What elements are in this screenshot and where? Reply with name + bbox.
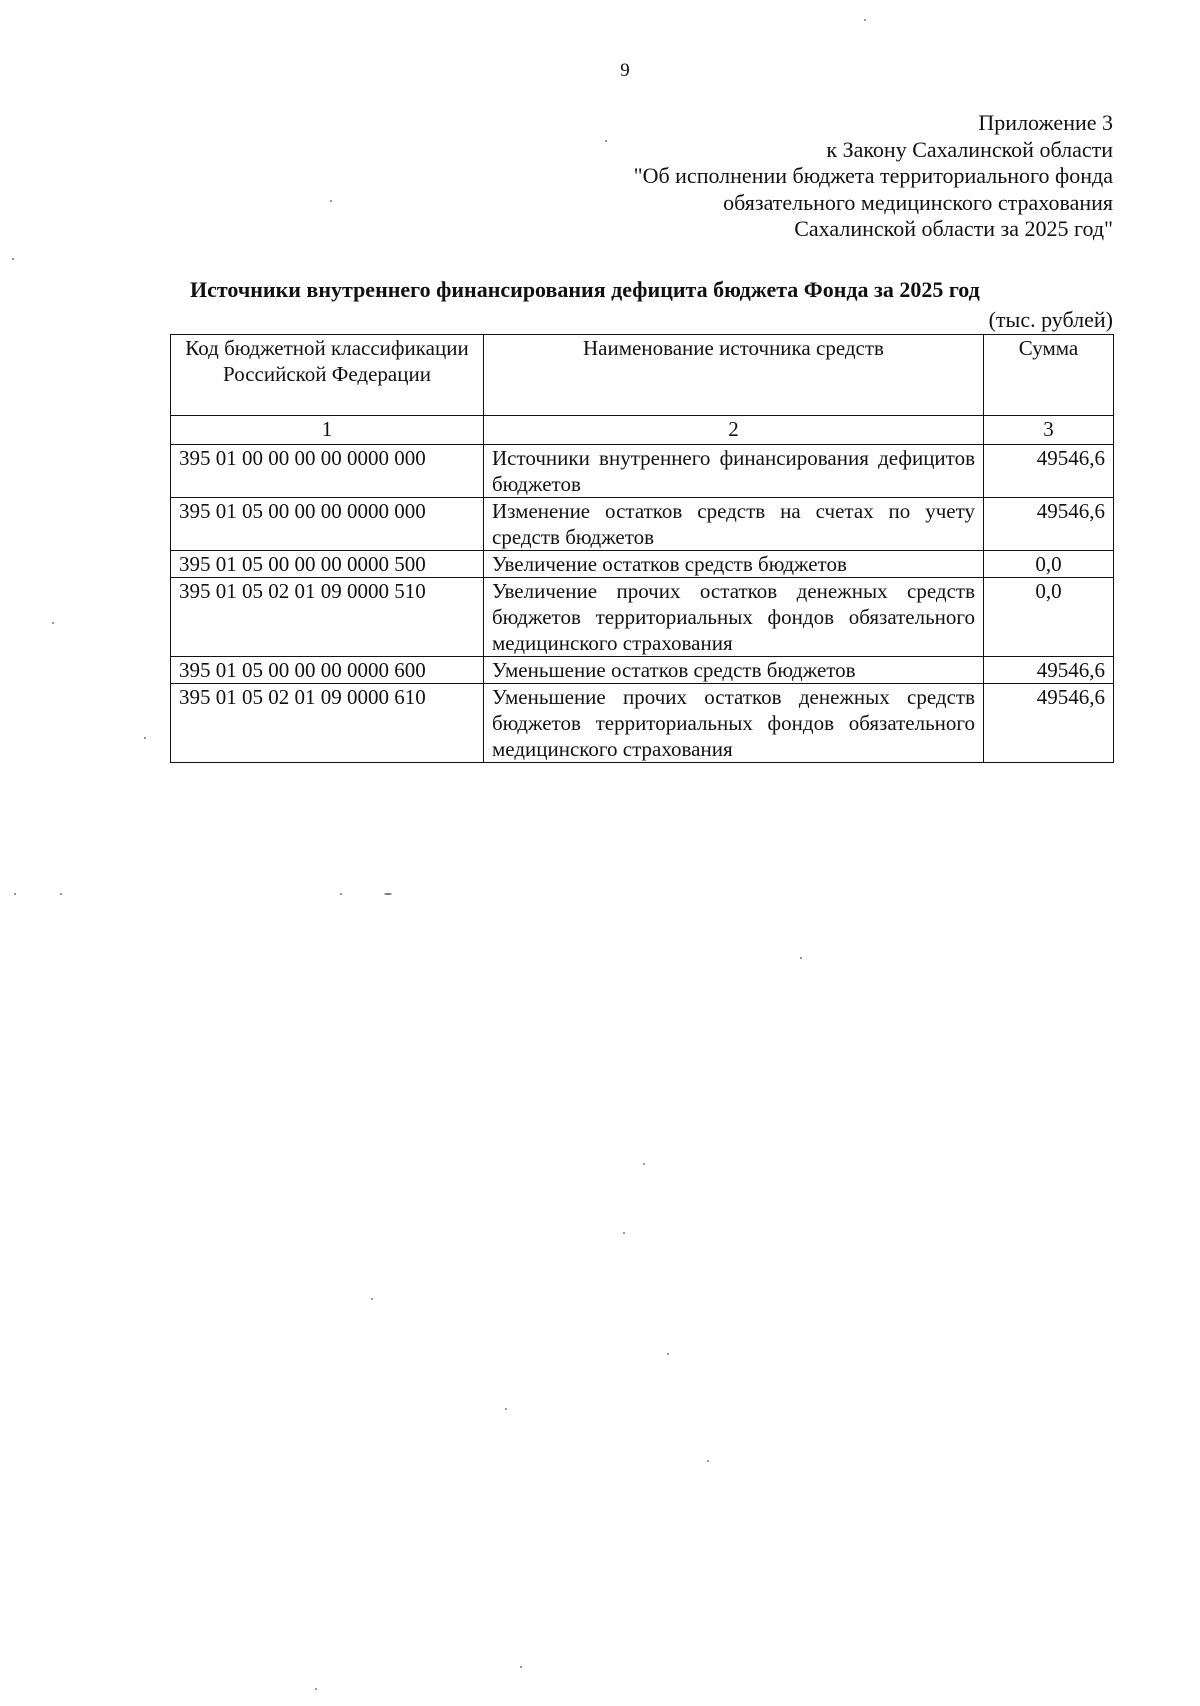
header-name: Наименование источника средств [484,335,984,416]
row-name: Источники внутреннего финансирования дефицитов бюджетов [484,445,984,498]
speck [667,1353,669,1355]
speck [52,622,54,624]
row-sum: 49546,6 [984,498,1114,551]
speck [643,1163,645,1165]
row-name: Изменение остатков средств на счетах по учету средств бюджетов [484,498,984,551]
row-code: 395 01 05 00 00 00 0000 500 [171,551,484,578]
table-row [171,445,1114,498]
table-row [171,684,1114,763]
header-sum: Сумма [984,335,1114,416]
units-label: (тыс. рублей) [988,307,1113,332]
row-code: 395 01 05 02 01 09 0000 510 [171,578,484,657]
speck [14,893,16,895]
table-row [171,498,1114,551]
row-sum: 49546,6 [984,445,1114,498]
speck [520,1666,522,1668]
speck [800,957,802,959]
document-title: Источники внутреннего финансирования дефицита бюджета Фонда за 2025 год [190,277,980,302]
appendix-header [413,110,1113,243]
table-row [171,657,1114,684]
speck [864,19,866,21]
speck [315,1688,317,1690]
appendix-line: "Об исполнении бюджета территориального фонда [633,163,1113,188]
row-sum: 0,0 [984,551,1114,578]
speck [144,737,146,739]
row-code: 395 01 05 00 00 00 0000 600 [171,657,484,684]
speck [605,140,607,142]
speck [12,258,14,260]
table-row [171,551,1114,578]
row-code: 395 01 05 00 00 00 0000 000 [171,498,484,551]
speck [330,200,332,202]
financing-sources-table [170,334,1114,763]
row-name: Увеличение прочих остатков денежных средств бюджетов территориальных фондов обязательного медицинского страхования [484,578,984,657]
speck [60,893,62,895]
appendix-line: Приложение 3 [978,110,1113,135]
speck [623,1232,625,1234]
row-sum: 49546,6 [984,684,1114,763]
row-code: 395 01 05 02 01 09 0000 610 [171,684,484,763]
table-row [171,578,1114,657]
speck [340,893,342,895]
header-code: Код бюджетной классификации Российской Федерации [171,335,484,416]
row-sum: 0,0 [984,578,1114,657]
column-number: 1 [171,416,484,445]
row-name: Увеличение остатков средств бюджетов [484,551,984,578]
column-number: 3 [984,416,1114,445]
table-header-row [171,335,1114,416]
row-sum: 49546,6 [984,657,1114,684]
column-number-row [171,416,1114,445]
appendix-line: обязательного медицинского страхования [723,189,1113,215]
speck [707,1460,709,1462]
column-number: 2 [484,416,984,445]
page-number: 9 [620,60,630,81]
speck [371,1298,373,1300]
speck [505,1408,507,1410]
row-name: Уменьшение остатков средств бюджетов [484,657,984,684]
speck [384,893,392,895]
row-code: 395 01 00 00 00 00 0000 000 [171,445,484,498]
appendix-line: к Закону Сахалинской области [826,136,1113,162]
appendix-line: Сахалинской области за 2025 год" [794,216,1113,241]
row-name: Уменьшение прочих остатков денежных средств бюджетов территориальных фондов обязательного медицинского страхования [484,684,984,763]
